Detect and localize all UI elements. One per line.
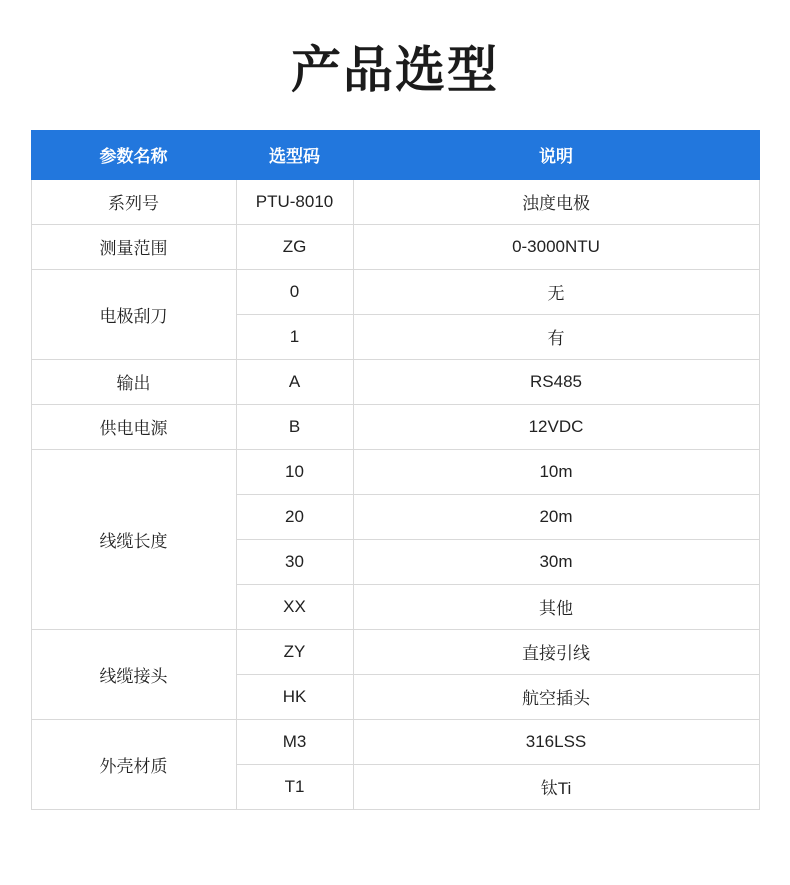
table-row [31,629,759,674]
cell-description: 0-3000NTU [353,224,759,269]
cell-parameter: 电极刮刀 [31,269,236,359]
cell-code: ZG [236,224,353,269]
cell-code: HK [236,674,353,719]
cell-code: M3 [236,719,353,764]
cell-code: B [236,404,353,449]
cell-code: XX [236,584,353,629]
cell-parameter: 供电电源 [31,404,236,449]
cell-parameter: 测量范围 [31,224,236,269]
page-title: 产品选型 [291,42,499,98]
cell-description: 浊度电极 [353,179,759,224]
table-row [31,224,759,269]
cell-description: 钛Ti [353,764,759,809]
cell-parameter: 线缆长度 [31,449,236,629]
table-row [31,179,759,224]
table-row [31,359,759,404]
cell-description: 直接引线 [353,629,759,674]
cell-description: RS485 [353,359,759,404]
cell-code: 1 [236,314,353,359]
cell-description: 航空插头 [353,674,759,719]
cell-code: ZY [236,629,353,674]
cell-code: 20 [236,494,353,539]
cell-description: 有 [353,314,759,359]
column-header-parameter: 参数名称 [31,130,236,179]
cell-description: 20m [353,494,759,539]
cell-parameter: 输出 [31,359,236,404]
product-selection-table [31,130,760,810]
cell-description: 无 [353,269,759,314]
table-header-row [31,130,759,179]
cell-parameter: 系列号 [31,179,236,224]
cell-code: PTU-8010 [236,179,353,224]
cell-code: T1 [236,764,353,809]
cell-description: 10m [353,449,759,494]
column-header-code: 选型码 [236,130,353,179]
table-body [31,179,759,809]
cell-parameter: 线缆接头 [31,629,236,719]
cell-code: 0 [236,269,353,314]
cell-code: A [236,359,353,404]
cell-description: 12VDC [353,404,759,449]
cell-description: 316LSS [353,719,759,764]
cell-description: 30m [353,539,759,584]
cell-code: 30 [236,539,353,584]
table-row [31,719,759,764]
table-row [31,404,759,449]
table-header [31,130,759,179]
cell-parameter: 外壳材质 [31,719,236,809]
table-row [31,269,759,314]
table-row [31,449,759,494]
column-header-description: 说明 [353,130,759,179]
cell-code: 10 [236,449,353,494]
cell-description: 其他 [353,584,759,629]
